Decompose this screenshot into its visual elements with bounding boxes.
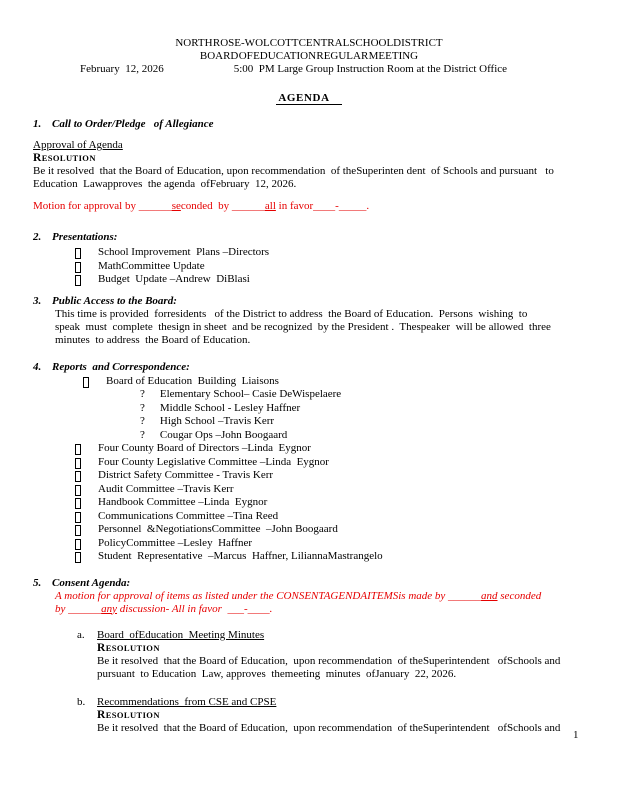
bullet-box-icon xyxy=(75,275,81,286)
sub-list-item xyxy=(33,388,585,402)
motion-text: by ______ xyxy=(55,602,102,615)
motion-text: A motion for approval of items as listed under the CONSENTAGENDAITEMSis made by ______ xyxy=(55,589,482,602)
body-line: speak must complete thesign in sheet and be recognized by the President . Thespeaker will be allowed three xyxy=(55,320,551,333)
sub-list-item xyxy=(33,415,585,429)
section-number: 3. xyxy=(33,294,42,307)
bullet-box-icon xyxy=(83,377,89,388)
sub-list-item xyxy=(33,402,585,416)
meeting-title: BOARD OF EDUCATION REGULAR MEETING xyxy=(199,50,419,62)
consent-item-b xyxy=(77,696,585,735)
list-item-text: Audit Committee –Travis Kerr xyxy=(98,482,234,495)
public-access-body xyxy=(55,308,585,347)
list-item-text: Budget Update –Andrew DiBlasi xyxy=(98,273,250,285)
sub-list-item-text: Middle School - Lesley Haffner xyxy=(159,401,301,414)
list-item-text: Student Representative –Marcus Haffner, LiliannaMastrangelo xyxy=(98,550,383,562)
motion-text-underlined: any xyxy=(101,602,118,615)
section-number: 5. xyxy=(33,576,42,589)
sub-list-item-text: Elementary School– Casie DeWispelaere xyxy=(159,388,342,400)
page-number: 1 xyxy=(573,729,579,741)
section-heading-text: Call to Order/Pledge of Allegiance xyxy=(52,118,214,130)
agenda-heading xyxy=(33,92,585,105)
consent-item-a xyxy=(77,629,585,681)
section-heading-text: Public Access to the Board: xyxy=(52,294,177,307)
motion-text-underlined: se xyxy=(171,200,181,212)
motion-text: Motion for approval by ______ xyxy=(33,200,172,212)
list-item-text: Board of Education Building Liaisons xyxy=(106,374,279,387)
list-item xyxy=(33,510,585,524)
bullet-box-icon xyxy=(75,498,81,509)
resolution-label: RESOLUTION xyxy=(97,708,160,721)
section-number: 2. xyxy=(33,231,42,243)
question-mark-bullet: ? xyxy=(140,401,145,414)
bullet-box-icon xyxy=(75,525,81,536)
list-item xyxy=(33,260,585,274)
item-letter: a. xyxy=(77,628,85,641)
list-item xyxy=(33,523,585,537)
list-item xyxy=(33,483,585,497)
bullet-box-icon xyxy=(75,539,81,550)
presentations-list xyxy=(33,246,585,287)
resolution-body-line: Education Lawapproves the agenda ofFebruary 12, 2026. xyxy=(33,178,297,190)
resolution-body-line: Be it resolved that the Board of Education, upon recommendation of theSuperintendent ofSchools and xyxy=(97,654,561,667)
motion-text: in favor____-_____. xyxy=(275,200,370,212)
resolution-body-line: pursuant to Education Law, approves themeeting minutes ofJanuary 22, 2026. xyxy=(97,667,457,680)
question-mark-bullet: ? xyxy=(140,415,145,427)
section-heading-text: Reports and Correspondence: xyxy=(52,360,190,373)
section-number: 1. xyxy=(33,118,42,130)
item-body xyxy=(97,629,560,681)
list-item xyxy=(33,246,585,260)
list-item-text: MathCommittee Update xyxy=(98,259,205,272)
date-location-line xyxy=(33,63,585,76)
item-heading: Board ofEducation Meeting Minutes xyxy=(97,628,265,641)
body-line: minutes to address the Board of Education. xyxy=(55,333,251,346)
resolution-body-line: Be it resolved that the Board of Education, upon recommendation of theSuperinten dent of Schools and pursuant to xyxy=(33,165,554,177)
list-item xyxy=(33,456,585,470)
list-item-text: Four County Board of Directors –Linda Eygnor xyxy=(98,442,311,454)
section-public-access-heading xyxy=(33,295,585,308)
reports-list xyxy=(33,375,585,564)
resolution-label: RESOLUTION xyxy=(97,641,160,654)
question-mark-bullet: ? xyxy=(140,428,145,441)
agenda-heading-text: AGENDA xyxy=(276,92,341,105)
section-heading-text: Consent Agenda: xyxy=(52,576,131,589)
bullet-box-icon xyxy=(75,458,81,469)
list-item-text: Communications Committee –Tina Reed xyxy=(98,509,279,522)
section-consent-heading xyxy=(33,577,585,590)
sub-list-item-text: High School –Travis Kerr xyxy=(159,415,275,427)
bullet-box-icon xyxy=(75,248,81,259)
approval-of-agenda-block xyxy=(33,139,585,191)
resolution-body-line: Be it resolved that the Board of Education, upon recommendation of theSuperintendent ofSchools and xyxy=(97,721,561,734)
list-item xyxy=(33,550,585,564)
motion-text-underlined: all xyxy=(264,200,276,212)
bullet-box-icon xyxy=(75,512,81,523)
list-item xyxy=(33,442,585,456)
question-mark-bullet: ? xyxy=(140,388,145,400)
meeting-date: February 12, 2026 xyxy=(80,63,164,75)
list-item xyxy=(33,469,585,483)
list-item-text: PolicyCommittee –Lesley Haffner xyxy=(98,536,253,549)
list-item xyxy=(33,375,585,389)
section-presentations-heading xyxy=(33,231,585,244)
motion-text: conded by ______ xyxy=(180,200,265,212)
bullet-box-icon xyxy=(75,444,81,455)
item-body xyxy=(97,696,560,735)
list-item xyxy=(33,537,585,551)
sub-list-item xyxy=(33,429,585,443)
list-item xyxy=(33,496,585,510)
section-number: 4. xyxy=(33,360,42,373)
list-item-text: Handbook Committee –Linda Eygnor xyxy=(98,496,268,508)
resolution-label: RESOLUTION xyxy=(33,152,96,164)
bullet-box-icon xyxy=(75,262,81,273)
bullet-box-icon xyxy=(75,485,81,496)
motion-text-underlined: and xyxy=(481,589,498,602)
section-reports-heading xyxy=(33,361,585,374)
list-item-text: Four County Legislative Committee –Linda Eygnor xyxy=(98,455,329,468)
meeting-time-location: 5:00 PM Large Group Instruction Room at the District Office xyxy=(233,63,508,75)
sub-list-item-text: Cougar Ops –John Boogaard xyxy=(159,428,288,441)
bullet-box-icon xyxy=(75,552,81,563)
list-item xyxy=(33,273,585,287)
consent-motion-line xyxy=(55,603,585,616)
list-item-text: Personnel &NegotiationsCommittee –John Boogaard xyxy=(98,523,338,535)
consent-motion-line xyxy=(55,590,585,603)
body-line: This time is provided forresidents of the District to address the Board of Education. Persons wishing to xyxy=(55,307,528,320)
section-call-to-order-heading xyxy=(33,118,585,131)
list-item-text: School Improvement Plans –Directors xyxy=(98,246,270,258)
motion-for-approval-line xyxy=(33,200,585,213)
list-item-text: District Safety Committee - Travis Kerr xyxy=(98,469,274,481)
item-letter: b. xyxy=(77,695,86,708)
item-heading: Recommendations from CSE and CPSE xyxy=(97,695,277,708)
section-heading-text: Presentations: xyxy=(52,231,118,243)
district-title: NORTH ROSE-WOLCOTT CENTRAL SCHOOL DISTRICT xyxy=(175,37,443,49)
motion-text: discussion- All in favor ___-____. xyxy=(117,602,273,615)
motion-text: seconded xyxy=(497,589,542,602)
bullet-box-icon xyxy=(75,471,81,482)
approval-of-agenda-heading: Approval of Agenda xyxy=(33,139,123,151)
agenda-document xyxy=(33,37,585,735)
